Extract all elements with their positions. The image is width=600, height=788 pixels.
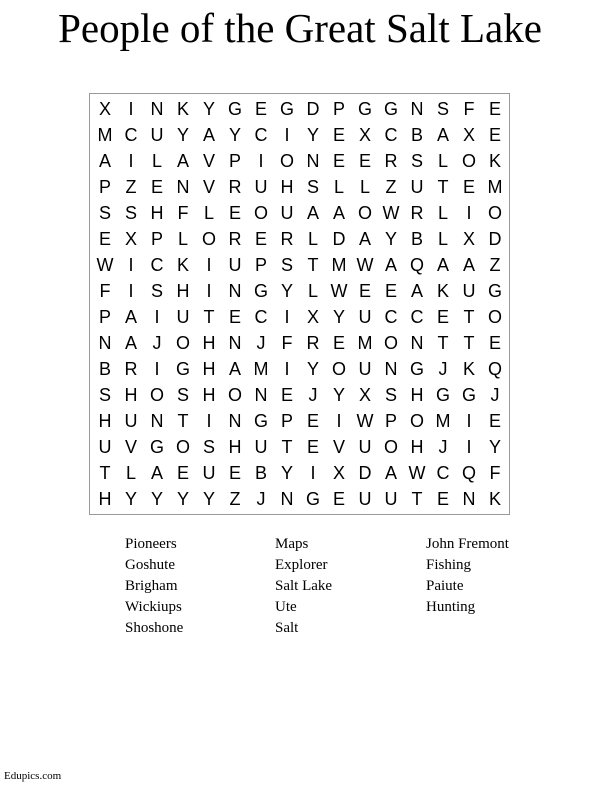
grid-letter[interactable]: Z xyxy=(385,177,397,197)
grid-letter[interactable]: V xyxy=(202,151,215,171)
grid-letter[interactable]: I xyxy=(466,411,472,431)
grid-row xyxy=(90,252,508,278)
grid-letter[interactable]: O xyxy=(227,385,242,405)
grid-letter[interactable]: U xyxy=(410,177,424,197)
grid-letter[interactable]: E xyxy=(306,437,319,457)
grid-letter[interactable]: A xyxy=(202,125,215,145)
grid-letter[interactable]: X xyxy=(462,229,475,249)
grid-letter[interactable]: E xyxy=(228,307,241,327)
grid-letter[interactable]: O xyxy=(149,385,164,405)
grid-letter[interactable]: L xyxy=(125,463,136,483)
grid-letter[interactable]: V xyxy=(124,437,137,457)
grid-letter[interactable]: F xyxy=(99,281,111,301)
grid-letter[interactable]: A xyxy=(124,333,137,353)
grid-letter[interactable]: O xyxy=(253,203,268,223)
grid-letter[interactable]: G xyxy=(175,359,190,379)
grid-letter[interactable]: Q xyxy=(487,359,502,379)
grid-letter[interactable]: K xyxy=(176,255,189,275)
grid-letter[interactable]: E xyxy=(176,463,189,483)
grid-letter[interactable]: C xyxy=(436,463,450,483)
grid-letter[interactable]: X xyxy=(124,229,137,249)
grid-letter[interactable]: D xyxy=(332,229,346,249)
grid-letter[interactable]: H xyxy=(228,437,242,457)
grid-letter[interactable]: N xyxy=(150,99,164,119)
grid-letter[interactable]: Z xyxy=(125,177,137,197)
grid-letter[interactable]: H xyxy=(98,489,112,509)
grid-letter[interactable]: G xyxy=(253,411,268,431)
grid-letter[interactable]: I xyxy=(284,359,290,379)
word-list-item: Explorer xyxy=(275,557,328,573)
grid-letter[interactable]: J xyxy=(308,385,318,405)
grid-letter[interactable]: O xyxy=(409,411,424,431)
grid-letter[interactable]: Y xyxy=(176,489,189,509)
grid-letter[interactable]: C xyxy=(124,125,138,145)
grid-letter[interactable]: O xyxy=(201,229,216,249)
grid-letter[interactable]: Y xyxy=(176,125,189,145)
grid-letter[interactable]: P xyxy=(150,229,163,249)
grid-letter[interactable]: J xyxy=(490,385,500,405)
grid-letter[interactable]: G xyxy=(279,99,294,119)
grid-letter[interactable]: O xyxy=(383,437,398,457)
grid-letter[interactable]: T xyxy=(463,333,475,353)
grid-letter[interactable]: P xyxy=(98,177,111,197)
grid-letter[interactable]: W xyxy=(356,255,374,275)
grid-letter[interactable]: J xyxy=(256,489,266,509)
grid-letter[interactable]: U xyxy=(462,281,476,301)
grid-letter[interactable]: E xyxy=(306,411,319,431)
grid-letter[interactable]: E xyxy=(332,489,345,509)
grid-row xyxy=(90,122,508,148)
grid-letter[interactable]: C xyxy=(150,255,164,275)
grid-letter[interactable]: K xyxy=(176,99,189,119)
grid-letter[interactable]: A xyxy=(176,151,189,171)
grid-letter[interactable]: E xyxy=(384,281,397,301)
grid-letter[interactable]: N xyxy=(384,359,398,379)
grid-letter[interactable]: J xyxy=(438,437,448,457)
grid-letter[interactable]: A xyxy=(332,203,345,223)
grid-letter[interactable]: A xyxy=(124,307,137,327)
grid-letter[interactable]: Y xyxy=(384,229,397,249)
grid-letter[interactable]: H xyxy=(150,203,164,223)
word-list-item: Shoshone xyxy=(125,620,184,636)
grid-letter[interactable]: R xyxy=(306,333,320,353)
word-search-grid xyxy=(89,93,510,515)
grid-letter[interactable]: O xyxy=(461,151,476,171)
grid-letter[interactable]: K xyxy=(488,151,501,171)
word-list-item: Brigham xyxy=(125,578,178,594)
word-list-column-2 xyxy=(275,534,435,639)
grid-letter[interactable]: U xyxy=(358,437,372,457)
grid-letter[interactable]: O xyxy=(487,203,502,223)
grid-letter[interactable]: T xyxy=(203,307,215,327)
grid-letter[interactable]: D xyxy=(358,463,372,483)
grid-letter[interactable]: I xyxy=(284,125,290,145)
grid-letter[interactable]: O xyxy=(175,333,190,353)
grid-row xyxy=(90,200,508,226)
grid-letter[interactable]: Z xyxy=(229,489,241,509)
grid-letter[interactable]: R xyxy=(228,177,242,197)
grid-letter[interactable]: Q xyxy=(461,463,476,483)
grid-letter[interactable]: E xyxy=(436,489,449,509)
grid-letter[interactable]: I xyxy=(128,99,134,119)
grid-letter[interactable]: E xyxy=(254,99,267,119)
grid-letter[interactable]: E xyxy=(462,177,475,197)
word-list-item: John Fremont xyxy=(426,536,509,552)
grid-letter[interactable]: F xyxy=(489,463,501,483)
grid-letter[interactable]: U xyxy=(98,437,112,457)
grid-letter[interactable]: U xyxy=(176,307,190,327)
grid-letter[interactable]: U xyxy=(124,411,138,431)
grid-letter[interactable]: G xyxy=(461,385,476,405)
grid-letter[interactable]: M xyxy=(487,177,503,197)
grid-letter[interactable]: S xyxy=(384,385,397,405)
grid-letter[interactable]: N xyxy=(176,177,190,197)
grid-letter[interactable]: H xyxy=(202,385,216,405)
grid-letter[interactable]: I xyxy=(154,359,160,379)
grid-letter[interactable]: P xyxy=(332,99,345,119)
grid-letter[interactable]: O xyxy=(279,151,294,171)
grid-letter[interactable]: I xyxy=(154,307,160,327)
grid-letter[interactable]: S xyxy=(306,177,319,197)
grid-letter[interactable]: L xyxy=(151,151,162,171)
grid-letter[interactable]: S xyxy=(176,385,189,405)
grid-letter[interactable]: A xyxy=(306,203,319,223)
grid-letter[interactable]: A xyxy=(436,125,449,145)
grid-letter[interactable]: J xyxy=(256,333,266,353)
grid-letter[interactable]: H xyxy=(280,177,294,197)
grid-letter[interactable]: R xyxy=(280,229,294,249)
grid-letter[interactable]: Y xyxy=(150,489,163,509)
grid-letter[interactable]: W xyxy=(356,411,374,431)
grid-letter[interactable]: W xyxy=(96,255,114,275)
grid-letter[interactable]: L xyxy=(307,229,318,249)
grid-letter[interactable]: C xyxy=(384,125,398,145)
grid-letter[interactable]: M xyxy=(331,255,347,275)
grid-letter[interactable]: P xyxy=(98,307,111,327)
grid-letter[interactable]: H xyxy=(98,411,112,431)
grid-letter[interactable]: N xyxy=(228,281,242,301)
grid-letter[interactable]: T xyxy=(463,307,475,327)
grid-letter[interactable]: T xyxy=(307,255,319,275)
grid-letter[interactable]: A xyxy=(462,255,475,275)
grid-letter[interactable]: M xyxy=(435,411,451,431)
grid-letter[interactable]: L xyxy=(177,229,188,249)
grid-letter[interactable]: P xyxy=(280,411,293,431)
grid-letter[interactable]: I xyxy=(258,151,264,171)
grid-row xyxy=(90,226,508,252)
grid-letter[interactable]: Y xyxy=(124,489,137,509)
grid-letter[interactable]: O xyxy=(175,437,190,457)
grid-letter[interactable]: G xyxy=(435,385,450,405)
grid-letter[interactable]: W xyxy=(330,281,348,301)
grid-letter[interactable]: E xyxy=(358,281,371,301)
grid-letter[interactable]: G xyxy=(305,489,320,509)
grid-letter[interactable]: S xyxy=(150,281,163,301)
grid-letter[interactable]: T xyxy=(411,489,423,509)
word-list-item: Salt xyxy=(275,620,299,636)
grid-letter[interactable]: H xyxy=(410,437,424,457)
grid-letter[interactable]: O xyxy=(383,333,398,353)
grid-letter[interactable]: P xyxy=(228,151,241,171)
grid-letter[interactable]: E xyxy=(488,99,501,119)
grid-row xyxy=(90,278,508,304)
grid-letter[interactable]: Y xyxy=(280,281,293,301)
grid-letter[interactable]: I xyxy=(128,151,134,171)
grid-letter[interactable]: U xyxy=(384,489,398,509)
grid-letter[interactable]: T xyxy=(281,437,293,457)
grid-letter[interactable]: X xyxy=(462,125,475,145)
grid-letter[interactable]: O xyxy=(331,359,346,379)
grid-row xyxy=(90,408,508,434)
grid-letter[interactable]: D xyxy=(488,229,502,249)
grid-letter[interactable]: M xyxy=(253,359,269,379)
grid-letter[interactable]: F xyxy=(463,99,475,119)
word-list-item: Goshute xyxy=(125,557,175,573)
word-list-item: Ute xyxy=(275,599,297,615)
grid-letter[interactable]: N xyxy=(254,385,268,405)
grid-letter[interactable]: T xyxy=(437,333,449,353)
grid-letter[interactable]: N xyxy=(228,333,242,353)
grid-letter[interactable]: E xyxy=(358,151,371,171)
grid-letter[interactable]: I xyxy=(466,203,472,223)
grid-letter[interactable]: E xyxy=(332,333,345,353)
grid-letter[interactable]: B xyxy=(98,359,111,379)
grid-letter[interactable]: N xyxy=(306,151,320,171)
grid-letter[interactable]: G xyxy=(149,437,164,457)
grid-letter[interactable]: N xyxy=(462,489,476,509)
grid-letter[interactable]: A xyxy=(384,463,397,483)
grid-letter[interactable]: Y xyxy=(332,385,345,405)
grid-letter[interactable]: G xyxy=(253,281,268,301)
grid-letter[interactable]: N xyxy=(410,99,424,119)
grid-letter[interactable]: N xyxy=(410,333,424,353)
grid-letter[interactable]: L xyxy=(307,281,318,301)
grid-letter[interactable]: L xyxy=(203,203,214,223)
grid-letter[interactable]: E xyxy=(436,307,449,327)
grid-row xyxy=(90,486,508,512)
grid-letter[interactable]: I xyxy=(336,411,342,431)
grid-letter[interactable]: K xyxy=(462,359,475,379)
grid-row xyxy=(90,356,508,382)
letter-grid xyxy=(90,96,508,512)
grid-letter[interactable]: T xyxy=(437,177,449,197)
grid-letter[interactable]: I xyxy=(206,281,212,301)
grid-letter[interactable]: Y xyxy=(280,463,293,483)
grid-letter[interactable]: A xyxy=(384,255,397,275)
grid-letter[interactable]: I xyxy=(466,437,472,457)
word-list-column-3 xyxy=(426,534,586,618)
grid-letter[interactable]: I xyxy=(206,255,212,275)
grid-letter[interactable]: G xyxy=(487,281,502,301)
word-list-column-1 xyxy=(125,534,285,639)
grid-letter[interactable]: L xyxy=(333,177,344,197)
page-title: People of the Great Salt Lake xyxy=(58,5,542,51)
grid-letter[interactable]: O xyxy=(487,307,502,327)
grid-letter[interactable]: E xyxy=(98,229,111,249)
grid-letter[interactable]: C xyxy=(254,125,268,145)
grid-letter[interactable]: E xyxy=(228,203,241,223)
grid-letter[interactable]: R xyxy=(410,203,424,223)
grid-letter[interactable]: M xyxy=(97,125,113,145)
grid-letter[interactable]: H xyxy=(124,385,138,405)
grid-letter[interactable]: I xyxy=(128,281,134,301)
grid-letter[interactable]: U xyxy=(358,307,372,327)
grid-letter[interactable]: R xyxy=(124,359,138,379)
grid-letter[interactable]: Y xyxy=(306,359,319,379)
grid-letter[interactable]: S xyxy=(410,151,423,171)
grid-letter[interactable]: K xyxy=(436,281,449,301)
grid-row xyxy=(90,174,508,200)
grid-letter[interactable]: N xyxy=(98,333,112,353)
grid-letter[interactable]: A xyxy=(410,281,423,301)
grid-letter[interactable]: S xyxy=(436,99,449,119)
grid-letter[interactable]: H xyxy=(410,385,424,405)
grid-letter[interactable]: U xyxy=(254,437,268,457)
grid-letter[interactable]: I xyxy=(310,463,316,483)
grid-letter[interactable]: E xyxy=(254,229,267,249)
grid-letter[interactable]: M xyxy=(357,333,373,353)
grid-letter[interactable]: U xyxy=(358,489,372,509)
grid-letter[interactable]: Q xyxy=(409,255,424,275)
grid-letter[interactable]: R xyxy=(384,151,398,171)
grid-letter[interactable]: X xyxy=(332,463,345,483)
grid-letter[interactable]: Y xyxy=(306,125,319,145)
grid-letter[interactable]: O xyxy=(357,203,372,223)
grid-letter[interactable]: A xyxy=(358,229,371,249)
grid-letter[interactable]: Y xyxy=(228,125,241,145)
grid-letter[interactable]: Y xyxy=(202,99,215,119)
grid-letter[interactable]: W xyxy=(408,463,426,483)
grid-letter[interactable]: A xyxy=(436,255,449,275)
grid-letter[interactable]: B xyxy=(410,229,423,249)
grid-letter[interactable]: I xyxy=(284,307,290,327)
grid-letter[interactable]: G xyxy=(409,359,424,379)
grid-letter[interactable]: G xyxy=(383,99,398,119)
grid-letter[interactable]: V xyxy=(332,437,345,457)
grid-letter[interactable]: C xyxy=(384,307,398,327)
grid-letter[interactable]: A xyxy=(228,359,241,379)
word-list-item: Fishing xyxy=(426,557,472,573)
grid-letter[interactable]: E xyxy=(332,125,345,145)
word-list-item: Salt Lake xyxy=(275,578,333,594)
grid-letter[interactable]: X xyxy=(358,385,371,405)
grid-row xyxy=(90,96,508,122)
grid-letter[interactable]: P xyxy=(254,255,267,275)
word-list-item: Paiute xyxy=(426,578,464,594)
grid-letter[interactable]: J xyxy=(438,359,448,379)
grid-letter[interactable]: F xyxy=(281,333,293,353)
grid-letter[interactable]: E xyxy=(488,125,501,145)
grid-row xyxy=(90,434,508,460)
grid-letter[interactable]: B xyxy=(410,125,423,145)
grid-letter[interactable]: D xyxy=(306,99,320,119)
grid-letter[interactable]: E xyxy=(332,151,345,171)
grid-row xyxy=(90,148,508,174)
grid-letter[interactable]: S xyxy=(202,437,215,457)
grid-letter[interactable]: E xyxy=(488,411,501,431)
word-list-item: Wickiups xyxy=(125,599,182,615)
grid-row xyxy=(90,330,508,356)
grid-letter[interactable]: L xyxy=(437,203,448,223)
grid-letter[interactable]: L xyxy=(437,151,448,171)
grid-letter[interactable]: U xyxy=(358,359,372,379)
grid-letter[interactable]: N xyxy=(228,411,242,431)
grid-letter[interactable]: U xyxy=(280,203,294,223)
grid-letter[interactable]: R xyxy=(228,229,242,249)
grid-letter[interactable]: H xyxy=(202,333,216,353)
grid-letter[interactable]: T xyxy=(99,463,111,483)
grid-letter[interactable]: Y xyxy=(488,437,501,457)
grid-letter[interactable]: A xyxy=(98,151,111,171)
grid-letter[interactable]: C xyxy=(254,307,268,327)
grid-letter[interactable]: J xyxy=(152,333,162,353)
grid-letter[interactable]: S xyxy=(98,203,111,223)
grid-row xyxy=(90,382,508,408)
grid-letter[interactable]: S xyxy=(280,255,293,275)
grid-letter[interactable]: S xyxy=(98,385,111,405)
grid-letter[interactable]: A xyxy=(150,463,163,483)
grid-letter[interactable]: E xyxy=(280,385,293,405)
grid-letter[interactable]: Y xyxy=(202,489,215,509)
grid-letter[interactable]: Z xyxy=(489,255,501,275)
grid-letter[interactable]: H xyxy=(202,359,216,379)
grid-letter[interactable]: E xyxy=(150,177,163,197)
grid-letter[interactable]: B xyxy=(254,463,267,483)
grid-letter[interactable]: F xyxy=(177,203,189,223)
word-list-item: Maps xyxy=(275,536,309,552)
grid-letter[interactable]: U xyxy=(254,177,268,197)
grid-letter[interactable]: N xyxy=(150,411,164,431)
grid-letter[interactable]: L xyxy=(437,229,448,249)
grid-letter[interactable]: K xyxy=(488,489,501,509)
word-list-item: Hunting xyxy=(426,599,476,615)
grid-letter[interactable]: X xyxy=(98,99,111,119)
grid-letter[interactable]: V xyxy=(202,177,215,197)
grid-letter[interactable]: N xyxy=(280,489,294,509)
grid-letter[interactable]: Y xyxy=(332,307,345,327)
grid-letter[interactable]: I xyxy=(206,411,212,431)
grid-letter[interactable]: I xyxy=(128,255,134,275)
grid-letter[interactable]: S xyxy=(124,203,137,223)
grid-letter[interactable]: U xyxy=(228,255,242,275)
grid-row xyxy=(90,304,508,330)
grid-letter[interactable]: C xyxy=(410,307,424,327)
grid-letter[interactable]: H xyxy=(176,281,190,301)
grid-letter[interactable]: U xyxy=(150,125,164,145)
grid-letter[interactable]: T xyxy=(177,411,189,431)
grid-letter[interactable]: E xyxy=(228,463,241,483)
grid-letter[interactable]: G xyxy=(357,99,372,119)
grid-letter[interactable]: X xyxy=(306,307,319,327)
grid-letter[interactable]: G xyxy=(227,99,242,119)
grid-letter[interactable]: X xyxy=(358,125,371,145)
word-list-item: Pioneers xyxy=(125,536,177,552)
grid-letter[interactable]: L xyxy=(359,177,370,197)
grid-letter[interactable]: P xyxy=(384,411,397,431)
grid-letter[interactable]: E xyxy=(488,333,501,353)
grid-letter[interactable]: U xyxy=(202,463,216,483)
grid-row xyxy=(90,460,508,486)
footer-credit: Edupics.com xyxy=(4,770,62,782)
grid-letter[interactable]: W xyxy=(382,203,400,223)
